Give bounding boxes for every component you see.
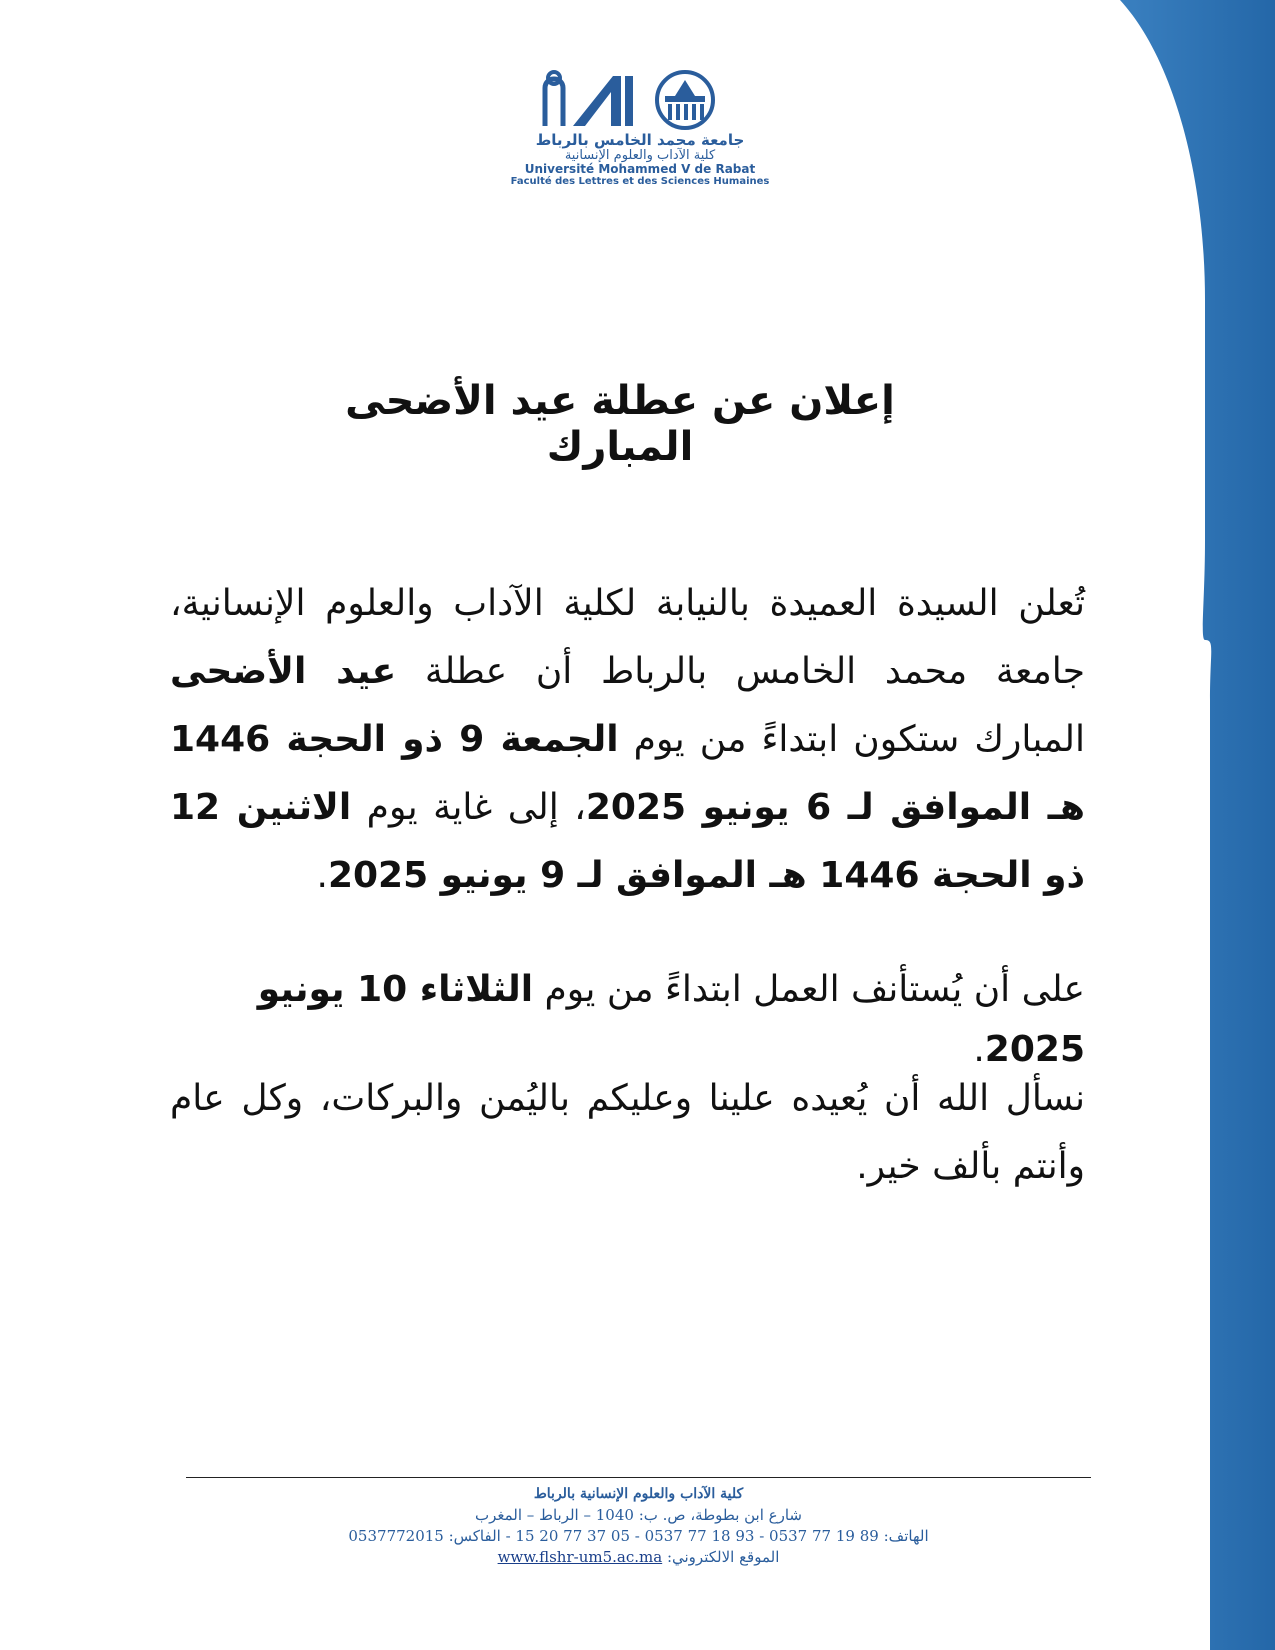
footer	[186, 1484, 1091, 1568]
logo-arabic-university: جامعة محمد الخامس بالرباط	[535, 131, 745, 149]
university-logo	[500, 68, 780, 188]
p1-part-e: ، إلى غاية يوم	[351, 787, 586, 828]
p1-end-date: الاثنين 12 ذو الحجة 1446 هـ الموافق لـ 9 يونيو 2025	[170, 787, 1085, 896]
footer-faculty-name: كلية الآداب والعلوم الإنسانية بالرباط	[533, 1486, 744, 1502]
footer-website-label: الموقع الالكتروني:	[662, 1548, 780, 1566]
announcement-paragraph-3: نسأل الله أن يُعيده علينا وعليكم باليُمن والبركات، وكل عام وأنتم بألف خير.	[170, 1078, 1085, 1187]
logo-french-faculty: Faculté des Lettres et des Sciences Humaines	[510, 176, 770, 187]
footer-website-link[interactable]: www.flshr-um5.ac.ma	[497, 1548, 663, 1566]
p2-resume-date: الثلاثاء 10 يونيو 2025	[257, 969, 1085, 1070]
footer-phone-fax: الهاتف: 89 19 77 0537 - 93 18 77 0537 - 05 37 77 20 15 - الفاكس: 0537772015	[348, 1527, 929, 1545]
announcement-title: إعلان عن عطلة عيد الأضحى المبارك	[345, 378, 895, 470]
p1-part-b: عيد الأضحى	[170, 651, 397, 692]
p1-part-c: المبارك ستكون ابتداءً من يوم	[618, 719, 1086, 760]
p1-part-a: تُعلن السيدة العميدة بالنيابة لكلية الآداب والعلوم الإنسانية، جامعة محمد الخامس بالرباط أن عطلة	[170, 583, 1085, 692]
logo-french-university: Université Mohammed V de Rabat	[524, 162, 756, 176]
p2-part-a: على أن يُستأنف العمل ابتداءً من يوم	[533, 969, 1085, 1010]
footer-divider	[186, 1477, 1091, 1478]
announcement-paragraph-1	[170, 570, 1085, 910]
p1-part-g: .	[316, 855, 328, 896]
footer-website-line	[186, 1547, 1091, 1568]
logo-arabic-faculty: كلية الآداب والعلوم الإنسانية	[564, 148, 716, 163]
p2-part-c: .	[973, 1029, 985, 1070]
footer-address: شارع ابن بطوطة، ص. ب: 1040 – الرباط – المغرب	[475, 1506, 802, 1524]
university-emblem-icon	[525, 68, 755, 130]
p1-start-date: الجمعة 9 ذو الحجة 1446 هـ الموافق لـ 6 يونيو 2025	[170, 719, 1086, 828]
announcement-paragraph-2	[170, 960, 1085, 1080]
